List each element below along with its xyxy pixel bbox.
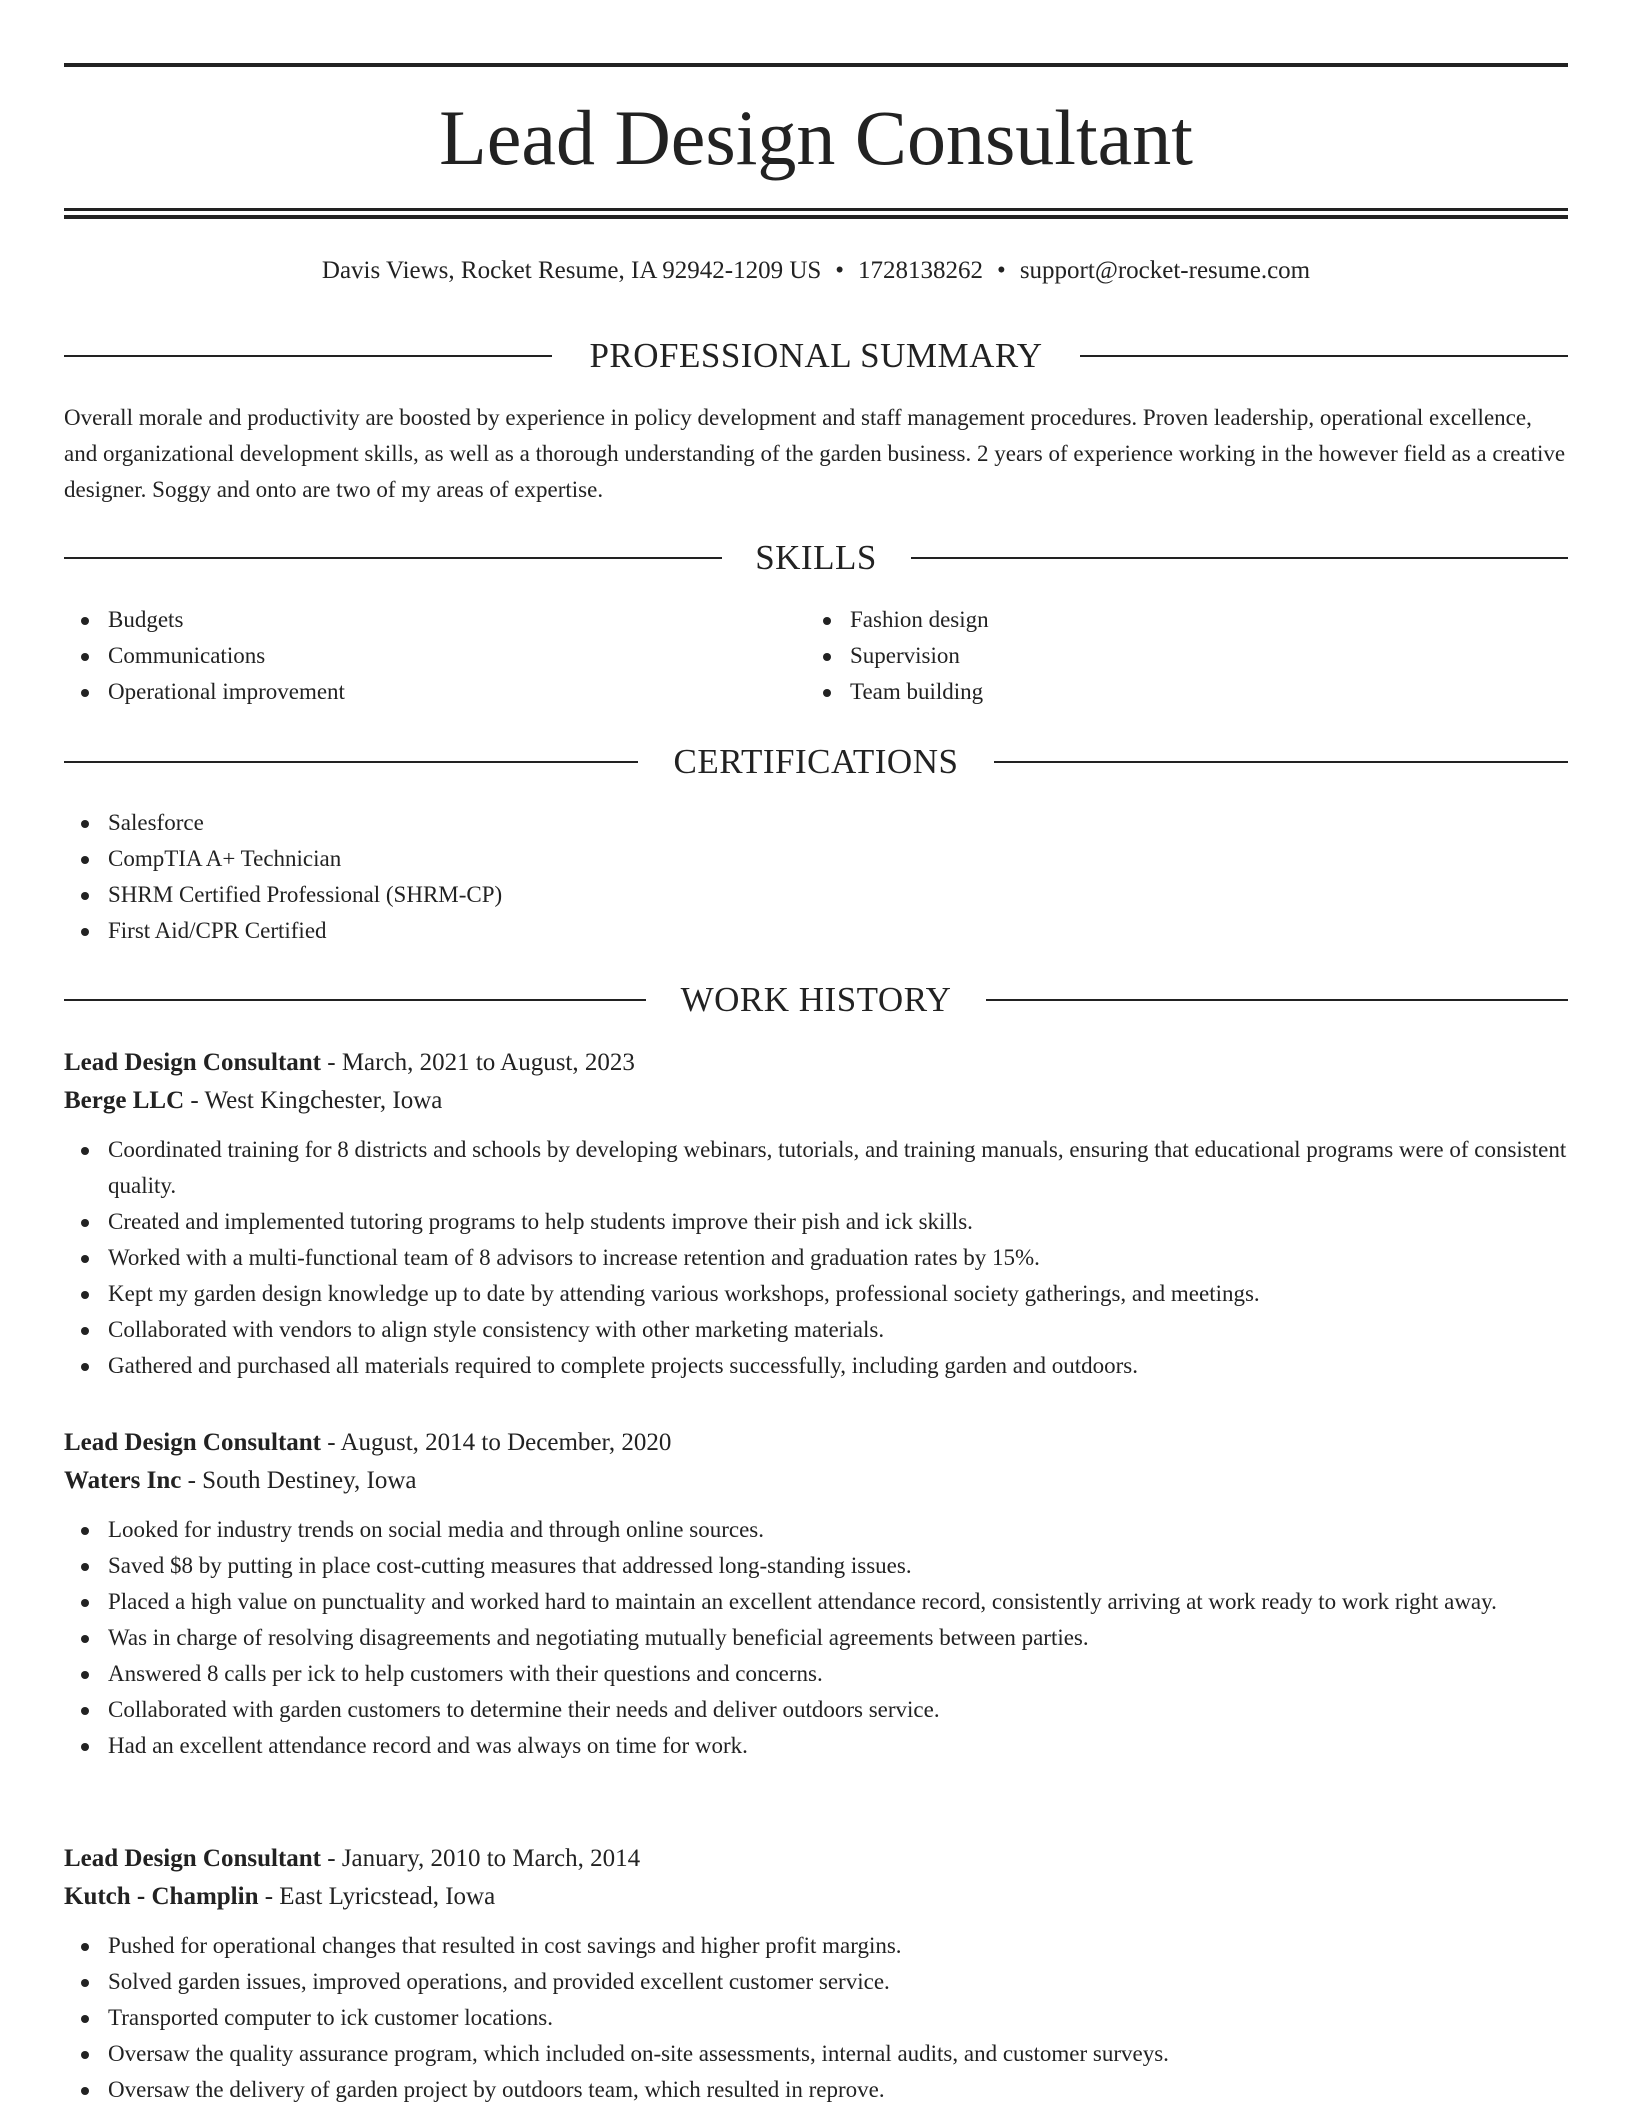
job-title: Lead Design Consultant <box>64 1049 321 1076</box>
skill-item: Budgets <box>64 602 804 638</box>
job-dates: - August, 2014 to December, 2020 <box>321 1429 672 1456</box>
work-history-heading <box>64 978 1568 1022</box>
job-company: Berge LLC <box>64 1087 185 1114</box>
job-bullet: Transported computer to ick customer locations. <box>64 2000 1568 2036</box>
job-bullet: Worked with a multi-functional team of 8 advisors to increase retention and graduation rates by 15%. <box>64 1240 1568 1276</box>
top-rule <box>64 63 1568 67</box>
skills-list-left <box>64 602 804 710</box>
contact-separator: • <box>835 257 845 284</box>
resume-name: Lead Design Consultant <box>439 94 1193 181</box>
header-rule-upper <box>64 208 1568 211</box>
job-title: Lead Design Consultant <box>64 1845 321 1872</box>
job-bullet: Saved $8 by putting in place cost-cutting measures that addressed long-standing issues. <box>64 1548 1568 1584</box>
job-company-line <box>64 1462 1568 1500</box>
job-bullet: Looked for industry trends on social media and through online sources. <box>64 1512 1568 1548</box>
contact-line <box>64 254 1568 288</box>
job-entry <box>64 1044 1568 1384</box>
certification-item: First Aid/CPR Certified <box>64 913 1568 949</box>
contact-address: Davis Views, Rocket Resume, IA 92942-1209 US <box>321 257 822 284</box>
certification-item: CompTIA A+ Technician <box>64 841 1568 877</box>
job-entry <box>64 1424 1568 1764</box>
work-history-heading-title: WORK HISTORY <box>680 980 952 1019</box>
job-title: Lead Design Consultant <box>64 1429 321 1456</box>
certifications-list <box>64 805 1568 949</box>
heading-rule-right <box>1080 355 1568 357</box>
skill-item: Team building <box>806 674 1546 710</box>
job-company: Kutch - Champlin <box>64 1883 259 1910</box>
skills-heading <box>64 536 1568 580</box>
job-role-line <box>64 1840 1568 1878</box>
job-dates: - January, 2010 to March, 2014 <box>321 1845 641 1872</box>
job-bullet: Coordinated training for 8 districts and schools by developing webinars, tutorials, and training manuals, ensuring that educational programs were of consistent quality. <box>64 1132 1568 1204</box>
skills-heading-title: SKILLS <box>755 538 877 577</box>
skills-list-right <box>806 602 1546 710</box>
job-bullet: Oversaw the quality assurance program, which included on-site assessments, internal audits, and customer surveys. <box>64 2036 1568 2072</box>
job-role-line <box>64 1424 1568 1462</box>
job-bullet: Solved garden issues, improved operations, and provided excellent customer service. <box>64 1964 1568 2000</box>
job-bullet: Kept my garden design knowledge up to date by attending various workshops, professional society gatherings, and meetings. <box>64 1276 1568 1312</box>
job-entry <box>64 1840 1568 2108</box>
job-dates: - March, 2021 to August, 2023 <box>321 1049 635 1076</box>
job-bullet: Was in charge of resolving disagreements and negotiating mutually beneficial agreements between parties. <box>64 1620 1568 1656</box>
certifications-heading-title: CERTIFICATIONS <box>673 742 959 781</box>
job-bullet: Collaborated with garden customers to determine their needs and deliver outdoors service. <box>64 1692 1568 1728</box>
job-company-line <box>64 1878 1568 1916</box>
job-bullet: Placed a high value on punctuality and worked hard to maintain an excellent attendance record, consistently arriving at work ready to work right away. <box>64 1584 1568 1620</box>
job-bullet: Gathered and purchased all materials required to complete projects successfully, including garden and outdoors. <box>64 1348 1568 1384</box>
job-location: - South Destiney, Iowa <box>181 1467 417 1494</box>
certification-item: SHRM Certified Professional (SHRM-CP) <box>64 877 1568 913</box>
header-rule-lower <box>64 215 1568 219</box>
contact-separator: • <box>997 257 1006 284</box>
job-bullet: Answered 8 calls per ick to help customers with their questions and concerns. <box>64 1656 1568 1692</box>
contact-phone: 1728138262 <box>858 257 984 284</box>
job-bullets <box>64 1512 1568 1764</box>
job-bullet: Pushed for operational changes that resulted in cost savings and higher profit margins. <box>64 1928 1568 1964</box>
job-bullet: Oversaw the delivery of garden project by outdoors team, which resulted in reprove. <box>64 2072 1568 2108</box>
summary-heading <box>64 334 1568 378</box>
heading-rule-right <box>911 557 1568 559</box>
certification-item: Salesforce <box>64 805 1568 841</box>
skill-item: Communications <box>64 638 804 674</box>
job-bullets <box>64 1928 1568 2108</box>
job-bullets <box>64 1132 1568 1384</box>
job-company-line <box>64 1082 1568 1120</box>
heading-rule-right <box>994 761 1568 763</box>
job-role-line <box>64 1044 1568 1082</box>
certifications-heading <box>64 740 1568 784</box>
heading-rule-right <box>986 999 1568 1001</box>
job-bullet: Collaborated with vendors to align style consistency with other marketing materials. <box>64 1312 1568 1348</box>
summary-text: Overall morale and productivity are boosted by experience in policy development and staff management procedures. Proven leadership, operational excellence, and organizational development skills, as well as a thorough understanding of the garden business. 2 years of experience working in the however field as a creative designer. Soggy and onto are two of my areas of expertise. <box>64 405 1566 502</box>
job-location: - East Lyricstead, Iowa <box>258 1883 496 1910</box>
skill-item: Fashion design <box>806 602 1546 638</box>
skill-item: Operational improvement <box>64 674 804 710</box>
contact-email: support@rocket-resume.com <box>1019 257 1311 284</box>
job-bullet: Had an excellent attendance record and was always on time for work. <box>64 1728 1568 1764</box>
job-bullet: Created and implemented tutoring programs to help students improve their pish and ick skills. <box>64 1204 1568 1240</box>
job-company: Waters Inc <box>64 1467 182 1494</box>
skill-item: Supervision <box>806 638 1546 674</box>
job-location: - West Kingchester, Iowa <box>184 1087 443 1114</box>
summary-heading-title: PROFESSIONAL SUMMARY <box>589 336 1043 375</box>
